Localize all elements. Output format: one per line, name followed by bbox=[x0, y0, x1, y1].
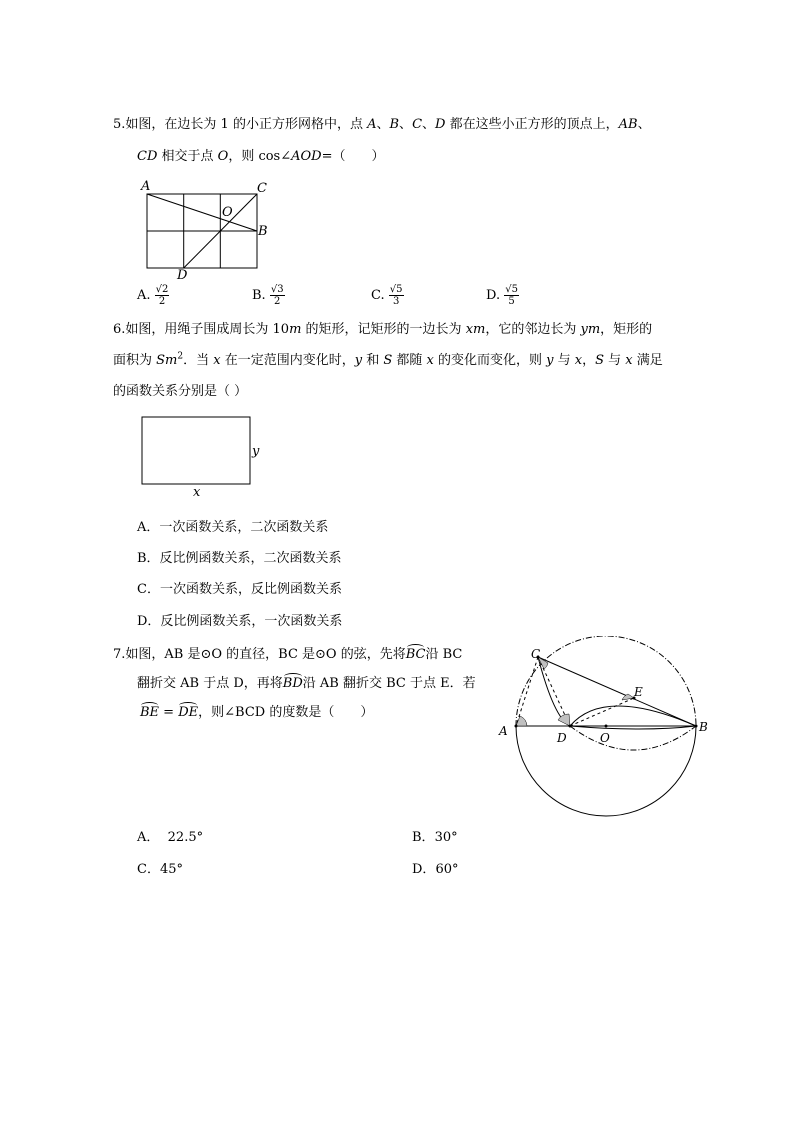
label-B: B bbox=[258, 224, 268, 239]
q7-line1: 7.如图，AB 是⊙O 的直径，BC 是⊙O 的弦，先将BC沿 BC bbox=[113, 647, 463, 662]
fraction: $\frac{√3}{2}$ bbox=[270, 284, 284, 307]
label-A: A bbox=[499, 724, 508, 738]
q5-line1: 5.如图，在边长为 1 的小正方形网格中，点 A、B、C、D 都在这些小正方形的顶点上，AB、 bbox=[113, 117, 651, 132]
q5-option-c[interactable]: C. $\frac{√5}{3}$ bbox=[371, 284, 403, 307]
segment-AB bbox=[147, 194, 257, 231]
q7-line2: 翻折交 AB 于点 D，再将BD沿 AB 翻折交 BC 于点 E．若 bbox=[137, 676, 476, 691]
q7-number: 7. bbox=[113, 647, 126, 662]
label-C: C bbox=[257, 181, 267, 196]
q6-option-d[interactable]: D．反比例函数关系，一次函数关系 bbox=[137, 614, 343, 629]
arc-BD: BD bbox=[282, 676, 303, 691]
q5-line2: CD 相交于点 O，则 cos∠AOD=（ ） bbox=[137, 149, 385, 164]
label-A: A bbox=[141, 179, 151, 194]
q6-line3: 的函数关系分别是（ ） bbox=[113, 384, 248, 399]
segment-AC bbox=[516, 657, 538, 726]
label-E: E bbox=[634, 685, 643, 699]
q5-grid-figure bbox=[135, 176, 280, 280]
q6-option-b[interactable]: B．反比例函数关系，二次函数关系 bbox=[137, 551, 342, 566]
arc-BE: BE bbox=[140, 705, 160, 720]
point-O bbox=[605, 725, 608, 728]
q6-number: 6. bbox=[113, 322, 126, 337]
label-O: O bbox=[222, 205, 233, 220]
arc-BC: BC bbox=[405, 647, 426, 662]
rectangle bbox=[142, 417, 250, 484]
label-D: D bbox=[557, 731, 567, 745]
q5-option-a[interactable]: A. $\frac{√2}{2}$ bbox=[137, 284, 169, 307]
fraction: $\frac{√5}{5}$ bbox=[505, 284, 518, 307]
label-O: O bbox=[600, 731, 610, 745]
q6-line2: 面积为 Sm$^2$．当 x 在一定范围内变化时，y 和 S 都随 x 的变化而变化，则 y 与 x，S 与 x 满足 bbox=[113, 351, 663, 368]
q5-option-d[interactable]: D. $\frac{√5}{5}$ bbox=[486, 284, 518, 307]
label-y: y bbox=[252, 444, 260, 459]
label-x: x bbox=[193, 485, 201, 500]
q6-option-a[interactable]: A．一次函数关系，二次函数关系 bbox=[137, 520, 329, 535]
q7-circle-figure bbox=[494, 636, 714, 820]
label-C: C bbox=[531, 647, 541, 661]
point-A bbox=[515, 725, 518, 728]
folded-arc-BD-original bbox=[570, 726, 696, 750]
label-B: B bbox=[699, 720, 708, 734]
q7-option-a[interactable]: A． 22.5° bbox=[137, 830, 204, 845]
q7-option-c[interactable]: C．45° bbox=[137, 862, 183, 877]
q6-option-c[interactable]: C．一次函数关系，反比例函数关系 bbox=[137, 582, 342, 597]
folded-arc-BD bbox=[570, 706, 696, 726]
q5-option-b[interactable]: B. $\frac{√3}{2}$ bbox=[252, 284, 284, 307]
q5-number: 5. bbox=[113, 117, 126, 132]
q7-option-d[interactable]: D．60° bbox=[412, 862, 459, 877]
arc-DE: DE bbox=[178, 705, 199, 720]
fraction: $\frac{√2}{2}$ bbox=[155, 284, 169, 307]
q7-line3: BE = DE，则∠BCD 的度数是（ ） bbox=[140, 705, 374, 720]
q7-option-b[interactable]: B．30° bbox=[412, 830, 458, 845]
point-D bbox=[569, 725, 572, 728]
circle-upper-arc bbox=[516, 636, 696, 726]
fraction: $\frac{√5}{3}$ bbox=[389, 284, 403, 307]
q6-rectangle-figure bbox=[138, 414, 268, 500]
q6-line1: 6.如图，用绳子围成周长为 10m 的矩形，记矩形的一边长为 xm，它的邻边长为 ym，矩形的 bbox=[113, 322, 653, 337]
segment-DE bbox=[570, 698, 634, 726]
point-B bbox=[695, 725, 698, 728]
label-D: D bbox=[177, 268, 188, 280]
